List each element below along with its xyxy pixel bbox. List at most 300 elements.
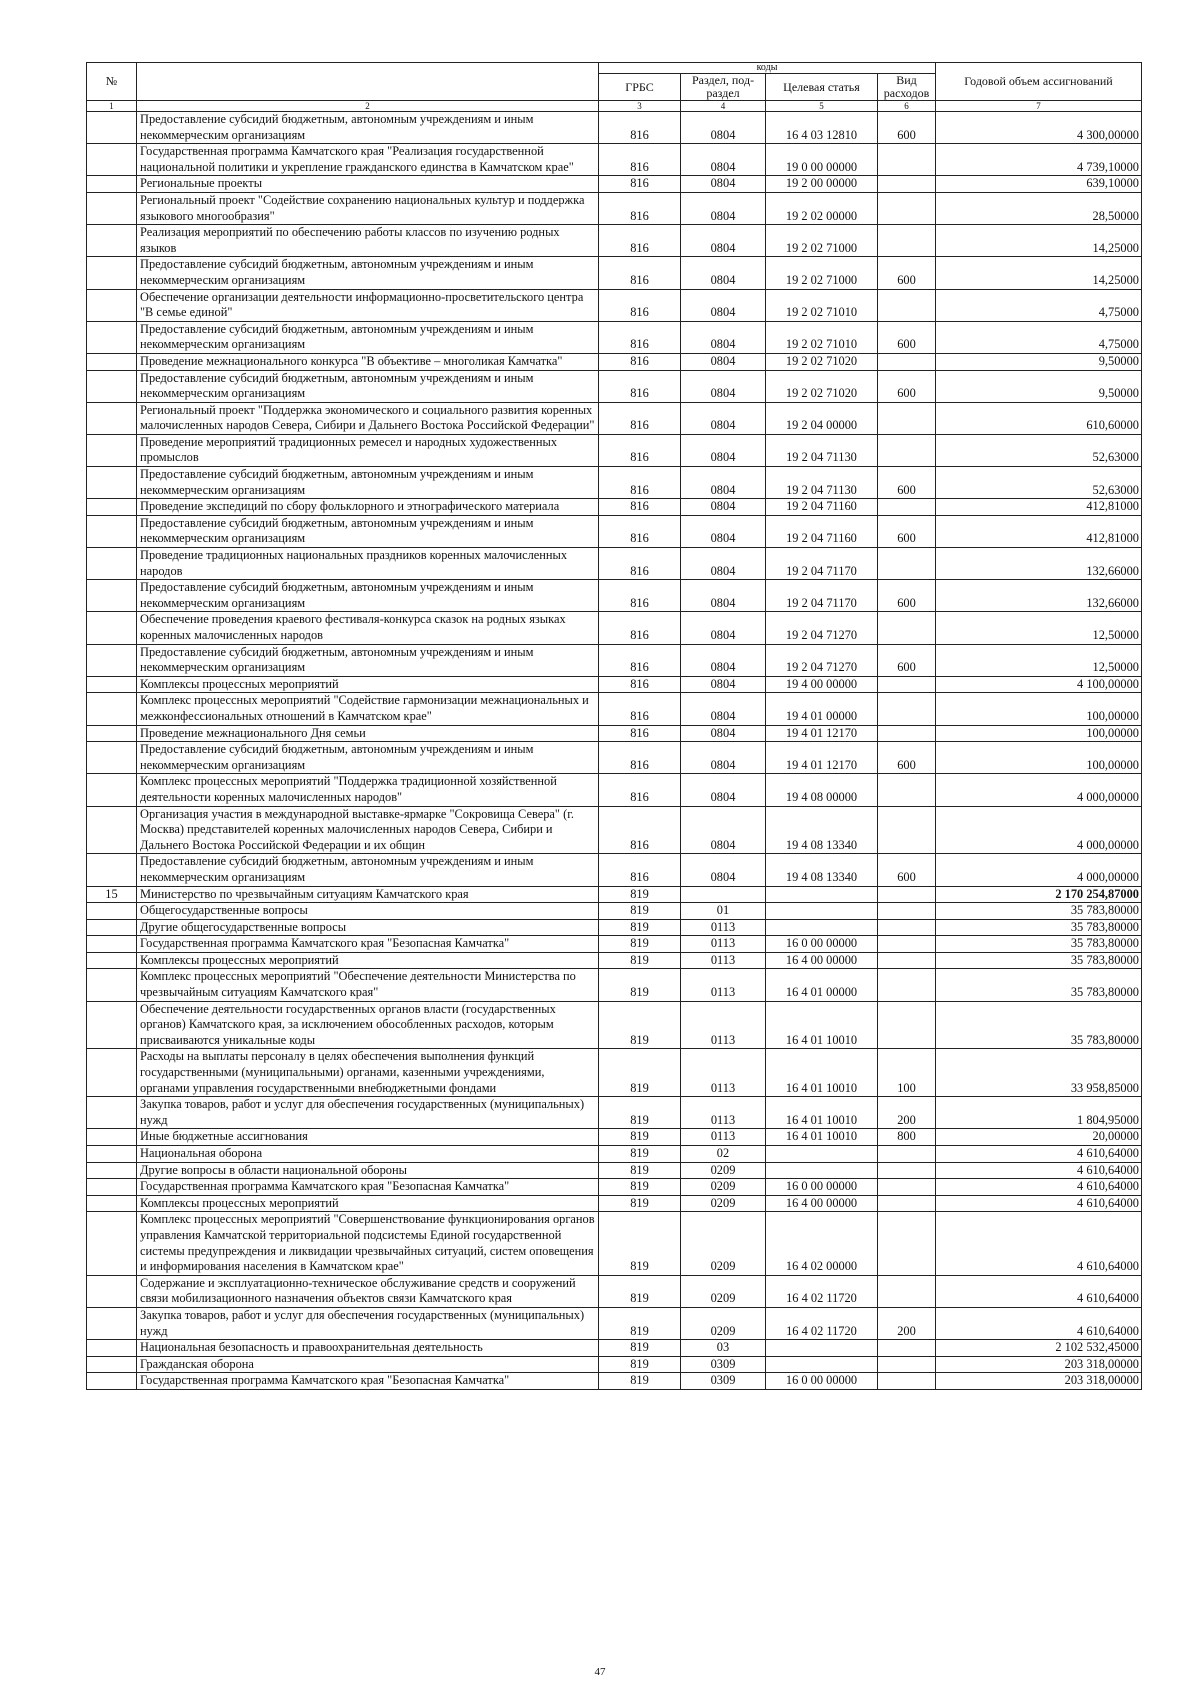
table-row	[87, 370, 1142, 402]
row-number	[87, 1195, 137, 1212]
row-name: Расходы на выплаты персоналу в целях обеспечения выполнения функций государственными (муниципальными) органами, казенными учреждениями, органами управления государственными внебюджетными фондами	[137, 1049, 599, 1097]
row-grbs: 819	[599, 1212, 681, 1275]
row-grbs: 819	[599, 1275, 681, 1307]
table-row	[87, 742, 1142, 774]
row-amount: 35 783,80000	[936, 952, 1142, 969]
row-expense-type	[878, 1275, 936, 1307]
row-amount: 132,66000	[936, 580, 1142, 612]
row-razdel: 0113	[681, 1049, 766, 1097]
row-target-article: 19 2 02 71010	[766, 289, 878, 321]
row-amount: 4,75000	[936, 289, 1142, 321]
row-expense-type	[878, 1212, 936, 1275]
row-name: Государственная программа Камчатского края "Безопасная Камчатка"	[137, 1179, 599, 1196]
row-number	[87, 1340, 137, 1357]
row-razdel: 0804	[681, 402, 766, 434]
row-razdel: 0804	[681, 725, 766, 742]
row-amount: 52,63000	[936, 434, 1142, 466]
row-target-article	[766, 1340, 878, 1357]
row-expense-type	[878, 1340, 936, 1357]
row-grbs: 819	[599, 1146, 681, 1163]
row-number	[87, 515, 137, 547]
row-target-article: 19 4 00 00000	[766, 676, 878, 693]
row-number	[87, 854, 137, 886]
row-grbs: 819	[599, 1373, 681, 1390]
header-num: №	[87, 63, 137, 101]
row-number	[87, 176, 137, 193]
col-number: 2	[137, 101, 599, 112]
row-target-article: 16 0 00 00000	[766, 1179, 878, 1196]
row-name: Обеспечение проведения краевого фестиваля-конкурса сказок на родных языках коренных малочисленных народов	[137, 612, 599, 644]
table-row	[87, 1195, 1142, 1212]
row-number	[87, 144, 137, 176]
row-name: Региональный проект "Поддержка экономического и социального развития коренных малочисленных народов Севера, Сибири и Дальнего Востока Российской Федерации"	[137, 402, 599, 434]
row-target-article: 19 2 02 71000	[766, 257, 878, 289]
row-razdel: 0804	[681, 676, 766, 693]
row-expense-type	[878, 1356, 936, 1373]
row-name: Содержание и эксплуатационно-техническое обслуживание средств и сооружений связи мобилизационного назначения объектов связи Камчатского края	[137, 1275, 599, 1307]
row-razdel: 02	[681, 1146, 766, 1163]
table-row	[87, 548, 1142, 580]
row-number	[87, 1146, 137, 1163]
header-vr: Вид расходов	[878, 74, 936, 101]
row-name: Закупка товаров, работ и услуг для обеспечения государственных (муниципальных) нужд	[137, 1307, 599, 1339]
row-target-article: 16 4 01 10010	[766, 1097, 878, 1129]
row-razdel: 0113	[681, 936, 766, 953]
table-row	[87, 225, 1142, 257]
row-expense-type: 600	[878, 467, 936, 499]
row-number	[87, 467, 137, 499]
row-name: Иные бюджетные ассигнования	[137, 1129, 599, 1146]
row-expense-type: 100	[878, 1049, 936, 1097]
row-razdel: 0804	[681, 854, 766, 886]
row-name: Проведение мероприятий традиционных ремесел и народных художественных промыслов	[137, 434, 599, 466]
row-expense-type: 200	[878, 1307, 936, 1339]
row-grbs: 819	[599, 1001, 681, 1049]
row-razdel: 0113	[681, 969, 766, 1001]
row-grbs: 816	[599, 725, 681, 742]
row-razdel: 0804	[681, 176, 766, 193]
row-number	[87, 725, 137, 742]
table-row	[87, 1307, 1142, 1339]
row-target-article: 19 4 01 12170	[766, 742, 878, 774]
table-row	[87, 1179, 1142, 1196]
table-row	[87, 353, 1142, 370]
row-amount: 9,50000	[936, 353, 1142, 370]
table-row	[87, 1146, 1142, 1163]
row-grbs: 816	[599, 676, 681, 693]
row-razdel: 0804	[681, 548, 766, 580]
row-number	[87, 774, 137, 806]
row-expense-type: 600	[878, 644, 936, 676]
row-grbs: 819	[599, 919, 681, 936]
row-grbs: 816	[599, 257, 681, 289]
row-expense-type	[878, 353, 936, 370]
row-number	[87, 1049, 137, 1097]
row-grbs: 816	[599, 192, 681, 224]
row-amount: 35 783,80000	[936, 936, 1142, 953]
table-row	[87, 774, 1142, 806]
row-razdel: 0209	[681, 1195, 766, 1212]
row-amount: 4,75000	[936, 321, 1142, 353]
header-cs: Целевая статья	[766, 74, 878, 101]
row-grbs: 816	[599, 370, 681, 402]
row-target-article: 19 4 08 13340	[766, 806, 878, 854]
row-expense-type: 800	[878, 1129, 936, 1146]
row-razdel: 0113	[681, 919, 766, 936]
row-name: Предоставление субсидий бюджетным, автономным учреждениям и иным некоммерческим организациям	[137, 321, 599, 353]
row-grbs: 819	[599, 1307, 681, 1339]
col-number: 6	[878, 101, 936, 112]
row-expense-type	[878, 612, 936, 644]
row-grbs: 819	[599, 886, 681, 903]
row-target-article: 19 2 02 71010	[766, 321, 878, 353]
row-grbs: 819	[599, 1162, 681, 1179]
row-grbs: 819	[599, 1097, 681, 1129]
row-amount: 4 610,64000	[936, 1162, 1142, 1179]
budget-table-sheet	[86, 62, 1141, 1390]
table-body	[87, 112, 1142, 1390]
row-grbs: 816	[599, 353, 681, 370]
row-expense-type: 600	[878, 370, 936, 402]
row-grbs: 816	[599, 402, 681, 434]
row-target-article: 19 2 02 71020	[766, 353, 878, 370]
row-name: Предоставление субсидий бюджетным, автономным учреждениям и иным некоммерческим организациям	[137, 644, 599, 676]
row-name: Общегосударственные вопросы	[137, 903, 599, 920]
row-razdel: 0804	[681, 434, 766, 466]
header-grbs: ГРБС	[599, 74, 681, 101]
row-amount: 100,00000	[936, 725, 1142, 742]
row-grbs: 816	[599, 742, 681, 774]
row-name: Другие общегосударственные вопросы	[137, 919, 599, 936]
row-amount: 4 610,64000	[936, 1212, 1142, 1275]
table-row	[87, 1049, 1142, 1097]
row-amount: 203 318,00000	[936, 1373, 1142, 1390]
row-number	[87, 806, 137, 854]
row-amount: 20,00000	[936, 1129, 1142, 1146]
row-grbs: 816	[599, 612, 681, 644]
row-name: Предоставление субсидий бюджетным, автономным учреждениям и иным некоммерческим организациям	[137, 112, 599, 144]
col-number: 3	[599, 101, 681, 112]
row-name: Организация участия в международной выставке-ярмарке "Сокровища Севера" (г. Москва) представителей коренных малочисленных народов Севера, Сибири и Дальнего Востока Российской Федерации и их общин	[137, 806, 599, 854]
row-grbs: 816	[599, 321, 681, 353]
row-amount: 4 000,00000	[936, 774, 1142, 806]
row-razdel: 0804	[681, 353, 766, 370]
table-row	[87, 1129, 1142, 1146]
row-target-article	[766, 1162, 878, 1179]
row-number	[87, 612, 137, 644]
row-razdel: 0804	[681, 742, 766, 774]
row-number	[87, 112, 137, 144]
row-target-article: 19 4 01 12170	[766, 725, 878, 742]
row-expense-type	[878, 192, 936, 224]
row-grbs: 816	[599, 144, 681, 176]
table-row	[87, 854, 1142, 886]
row-amount: 35 783,80000	[936, 919, 1142, 936]
table-row	[87, 952, 1142, 969]
row-amount: 14,25000	[936, 225, 1142, 257]
row-expense-type	[878, 548, 936, 580]
row-number	[87, 1162, 137, 1179]
row-expense-type	[878, 1001, 936, 1049]
row-razdel: 0113	[681, 952, 766, 969]
row-name: Министерство по чрезвычайным ситуациям Камчатского края	[137, 886, 599, 903]
row-expense-type	[878, 225, 936, 257]
table-row	[87, 886, 1142, 903]
row-razdel: 0804	[681, 112, 766, 144]
row-name: Предоставление субсидий бюджетным, автономным учреждениям и иным некоммерческим организациям	[137, 257, 599, 289]
row-number: 15	[87, 886, 137, 903]
row-razdel: 01	[681, 903, 766, 920]
table-row	[87, 176, 1142, 193]
row-amount: 4 100,00000	[936, 676, 1142, 693]
row-razdel: 0209	[681, 1212, 766, 1275]
row-razdel: 0804	[681, 515, 766, 547]
row-expense-type	[878, 969, 936, 1001]
row-target-article: 19 2 00 00000	[766, 176, 878, 193]
row-amount: 9,50000	[936, 370, 1142, 402]
row-expense-type	[878, 1162, 936, 1179]
row-expense-type	[878, 952, 936, 969]
row-number	[87, 919, 137, 936]
row-razdel: 0309	[681, 1373, 766, 1390]
row-number	[87, 1307, 137, 1339]
row-expense-type: 600	[878, 112, 936, 144]
row-grbs: 816	[599, 112, 681, 144]
row-grbs: 816	[599, 693, 681, 725]
row-number	[87, 903, 137, 920]
row-name: Предоставление субсидий бюджетным, автономным учреждениям и иным некоммерческим организациям	[137, 854, 599, 886]
row-target-article: 19 2 04 71270	[766, 612, 878, 644]
row-grbs: 816	[599, 467, 681, 499]
header-name	[137, 63, 599, 101]
row-razdel: 0209	[681, 1179, 766, 1196]
table-row	[87, 1001, 1142, 1049]
table-row	[87, 580, 1142, 612]
row-name: Комплексы процессных мероприятий	[137, 952, 599, 969]
col-number: 7	[936, 101, 1142, 112]
row-expense-type	[878, 1146, 936, 1163]
row-target-article: 19 2 04 71130	[766, 467, 878, 499]
row-grbs: 816	[599, 580, 681, 612]
row-target-article: 19 2 04 71270	[766, 644, 878, 676]
row-expense-type	[878, 176, 936, 193]
row-expense-type	[878, 1179, 936, 1196]
row-grbs: 816	[599, 515, 681, 547]
col-number: 4	[681, 101, 766, 112]
row-grbs: 819	[599, 1179, 681, 1196]
row-expense-type: 600	[878, 321, 936, 353]
row-target-article	[766, 886, 878, 903]
row-name: Государственная программа Камчатского края "Безопасная Камчатка"	[137, 1373, 599, 1390]
page-number: 47	[594, 1666, 606, 1678]
row-name: Проведение экспедиций по сбору фольклорного и этнографического материала	[137, 499, 599, 516]
row-razdel: 0209	[681, 1275, 766, 1307]
row-number	[87, 676, 137, 693]
row-amount: 132,66000	[936, 548, 1142, 580]
row-grbs: 819	[599, 903, 681, 920]
row-amount: 28,50000	[936, 192, 1142, 224]
row-target-article	[766, 919, 878, 936]
row-amount: 12,50000	[936, 644, 1142, 676]
row-name: Комплекс процессных мероприятий "Содействие гармонизации межнациональных и межконфессиональных отношений в Камчатском крае"	[137, 693, 599, 725]
row-number	[87, 1373, 137, 1390]
row-expense-type: 600	[878, 515, 936, 547]
row-grbs: 819	[599, 952, 681, 969]
row-amount: 12,50000	[936, 612, 1142, 644]
row-grbs: 816	[599, 176, 681, 193]
row-number	[87, 1129, 137, 1146]
row-target-article: 19 2 04 71170	[766, 580, 878, 612]
table-row	[87, 725, 1142, 742]
row-name: Национальная оборона	[137, 1146, 599, 1163]
table-row	[87, 434, 1142, 466]
row-target-article: 16 0 00 00000	[766, 936, 878, 953]
row-razdel: 03	[681, 1340, 766, 1357]
table-row	[87, 144, 1142, 176]
table-row	[87, 257, 1142, 289]
table-row	[87, 936, 1142, 953]
row-target-article: 16 4 02 11720	[766, 1307, 878, 1339]
row-amount: 35 783,80000	[936, 903, 1142, 920]
row-razdel: 0209	[681, 1307, 766, 1339]
row-grbs: 816	[599, 548, 681, 580]
row-expense-type	[878, 676, 936, 693]
row-razdel: 0804	[681, 144, 766, 176]
row-name: Предоставление субсидий бюджетным, автономным учреждениям и иным некоммерческим организациям	[137, 467, 599, 499]
row-grbs: 819	[599, 936, 681, 953]
row-target-article: 19 2 04 00000	[766, 402, 878, 434]
row-razdel: 0804	[681, 499, 766, 516]
row-number	[87, 936, 137, 953]
row-razdel: 0113	[681, 1129, 766, 1146]
row-amount: 35 783,80000	[936, 1001, 1142, 1049]
row-grbs: 816	[599, 806, 681, 854]
row-number	[87, 289, 137, 321]
row-target-article: 16 4 02 11720	[766, 1275, 878, 1307]
row-razdel: 0804	[681, 225, 766, 257]
row-amount: 1 804,95000	[936, 1097, 1142, 1129]
row-name: Проведение межнационального конкурса "В объективе – многоликая Камчатка"	[137, 353, 599, 370]
row-target-article: 16 4 01 00000	[766, 969, 878, 1001]
row-expense-type	[878, 1373, 936, 1390]
row-target-article: 19 2 04 71160	[766, 515, 878, 547]
row-target-article: 16 4 00 00000	[766, 1195, 878, 1212]
row-amount: 100,00000	[936, 742, 1142, 774]
table-row	[87, 806, 1142, 854]
row-target-article: 19 2 02 71000	[766, 225, 878, 257]
row-number	[87, 402, 137, 434]
row-target-article	[766, 1146, 878, 1163]
row-expense-type	[878, 402, 936, 434]
row-razdel: 0804	[681, 693, 766, 725]
row-number	[87, 434, 137, 466]
row-expense-type	[878, 919, 936, 936]
table-row	[87, 321, 1142, 353]
row-razdel: 0804	[681, 612, 766, 644]
row-expense-type	[878, 806, 936, 854]
row-grbs: 819	[599, 1195, 681, 1212]
row-amount: 412,81000	[936, 499, 1142, 516]
row-name: Комплекс процессных мероприятий "Совершенствование функционирования органов управления Камчатской территориальной подсистемы Единой государственной системы предупреждения и ликвидации чрезвычайных ситуаций, систем оповещения и информирования населения в Камчатском крае"	[137, 1212, 599, 1275]
row-name: Предоставление субсидий бюджетным, автономным учреждениям и иным некоммерческим организациям	[137, 515, 599, 547]
table-row	[87, 289, 1142, 321]
row-target-article: 19 4 08 13340	[766, 854, 878, 886]
table-row	[87, 919, 1142, 936]
row-razdel: 0804	[681, 580, 766, 612]
table-row	[87, 1373, 1142, 1390]
table-row	[87, 903, 1142, 920]
row-name: Предоставление субсидий бюджетным, автономным учреждениям и иным некоммерческим организациям	[137, 580, 599, 612]
row-target-article: 16 4 01 10010	[766, 1001, 878, 1049]
row-number	[87, 952, 137, 969]
row-grbs: 819	[599, 969, 681, 1001]
row-razdel: 0113	[681, 1097, 766, 1129]
row-razdel: 0804	[681, 467, 766, 499]
row-razdel: 0804	[681, 257, 766, 289]
row-target-article: 19 2 02 00000	[766, 192, 878, 224]
row-name: Предоставление субсидий бюджетным, автономным учреждениям и иным некоммерческим организациям	[137, 370, 599, 402]
row-name: Реализация мероприятий по обеспечению работы классов по изучению родных языков	[137, 225, 599, 257]
row-grbs: 819	[599, 1049, 681, 1097]
row-amount: 639,10000	[936, 176, 1142, 193]
row-razdel: 0804	[681, 321, 766, 353]
row-name: Комплекс процессных мероприятий "Обеспечение деятельности Министерства по чрезвычайным ситуациям Камчатского края"	[137, 969, 599, 1001]
row-amount: 4 610,64000	[936, 1195, 1142, 1212]
row-name: Региональный проект "Содействие сохранению национальных культур и поддержка языкового многообразия"	[137, 192, 599, 224]
row-name: Закупка товаров, работ и услуг для обеспечения государственных (муниципальных) нужд	[137, 1097, 599, 1129]
row-name: Региональные проекты	[137, 176, 599, 193]
row-expense-type: 600	[878, 742, 936, 774]
table-row	[87, 467, 1142, 499]
row-number	[87, 1275, 137, 1307]
table-row	[87, 112, 1142, 144]
row-razdel: 0804	[681, 289, 766, 321]
row-name: Комплексы процессных мероприятий	[137, 676, 599, 693]
row-number	[87, 257, 137, 289]
row-target-article: 19 0 00 00000	[766, 144, 878, 176]
row-amount: 33 958,85000	[936, 1049, 1142, 1097]
row-expense-type	[878, 289, 936, 321]
row-grbs: 819	[599, 1129, 681, 1146]
row-target-article: 16 4 02 00000	[766, 1212, 878, 1275]
row-amount: 4 610,64000	[936, 1307, 1142, 1339]
row-number	[87, 580, 137, 612]
row-number	[87, 1179, 137, 1196]
col-number: 1	[87, 101, 137, 112]
row-grbs: 816	[599, 499, 681, 516]
row-expense-type: 600	[878, 580, 936, 612]
row-grbs: 819	[599, 1340, 681, 1357]
row-amount: 412,81000	[936, 515, 1142, 547]
row-name: Национальная безопасность и правоохранительная деятельность	[137, 1340, 599, 1357]
row-expense-type	[878, 886, 936, 903]
row-amount: 2 170 254,87000	[936, 886, 1142, 903]
row-target-article: 19 2 04 71130	[766, 434, 878, 466]
row-razdel: 0209	[681, 1162, 766, 1179]
row-grbs: 816	[599, 854, 681, 886]
row-razdel: 0804	[681, 806, 766, 854]
row-razdel: 0804	[681, 644, 766, 676]
row-number	[87, 693, 137, 725]
row-amount: 4 000,00000	[936, 806, 1142, 854]
row-expense-type	[878, 725, 936, 742]
row-number	[87, 192, 137, 224]
row-grbs: 816	[599, 289, 681, 321]
row-number	[87, 499, 137, 516]
row-target-article: 19 2 02 71020	[766, 370, 878, 402]
row-name: Гражданская оборона	[137, 1356, 599, 1373]
row-amount: 35 783,80000	[936, 969, 1142, 1001]
